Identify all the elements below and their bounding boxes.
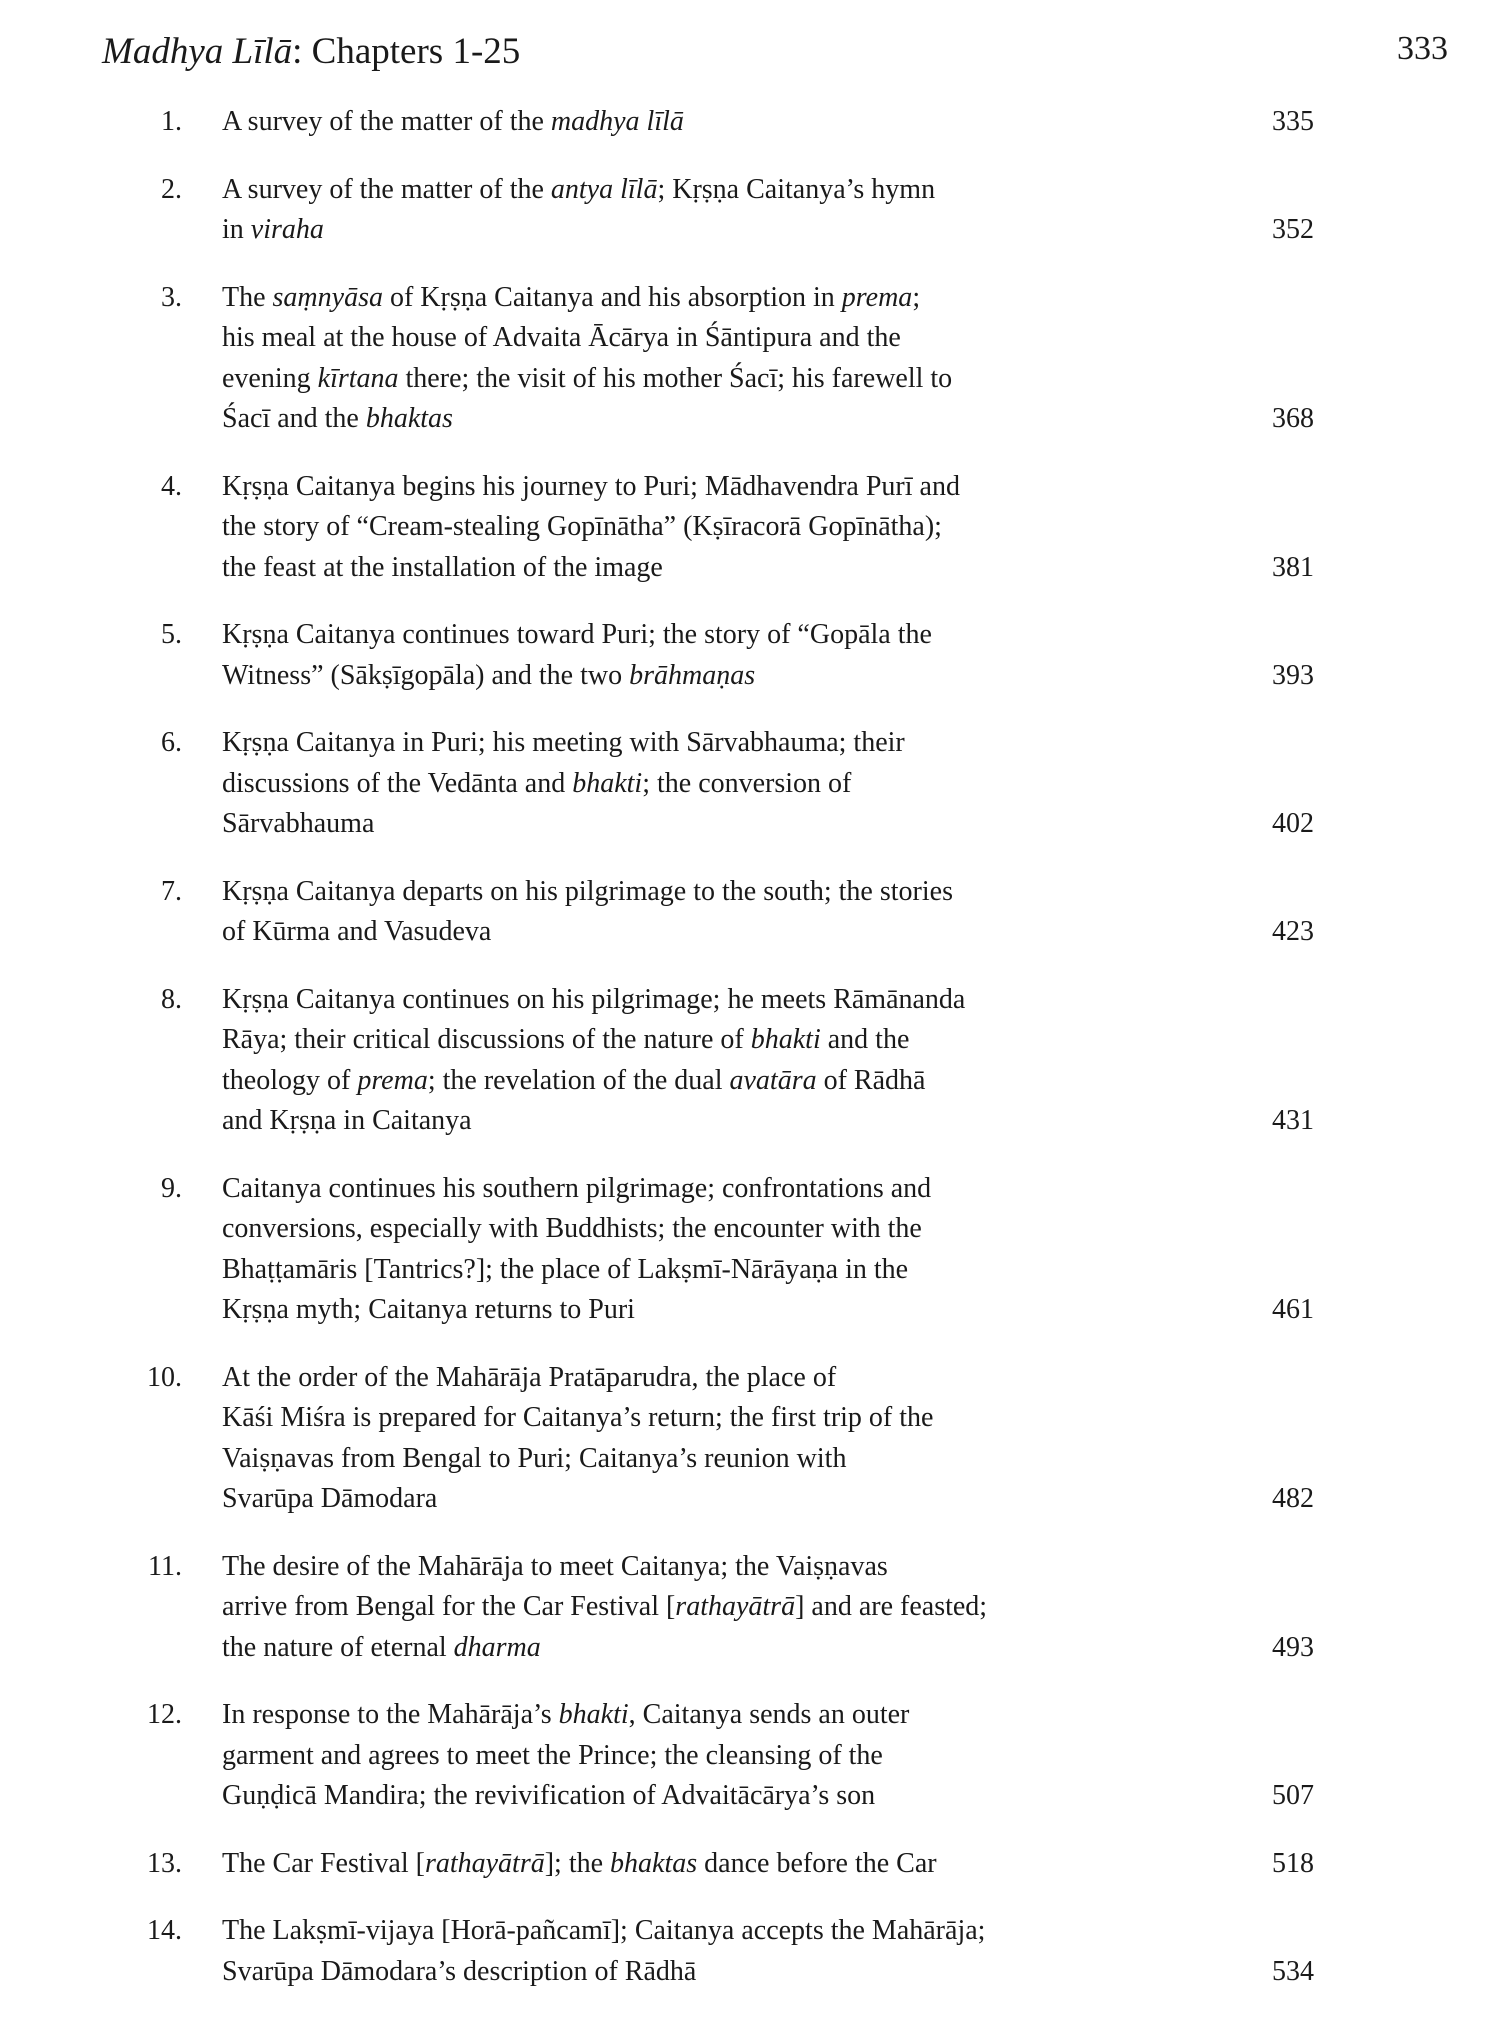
- description-line: [222, 1250, 1092, 1291]
- italic-term: bhaktas: [610, 1847, 698, 1879]
- description-line: [222, 1358, 1092, 1399]
- description-line: [222, 467, 1092, 508]
- description-line: [222, 359, 1092, 400]
- chapter-description: [222, 1911, 1092, 1992]
- italic-term: rathayātrā: [424, 1847, 545, 1879]
- description-line: [222, 102, 1092, 143]
- chapter-number: 10.: [147, 1361, 182, 1393]
- italic-term: bhakti: [750, 1024, 821, 1055]
- text-run: ] and are feasted;: [795, 1591, 988, 1622]
- description-line: [222, 723, 1092, 764]
- chapter-page-number: 482: [1272, 1483, 1314, 1514]
- text-run: Kṛṣṇa Caitanya in Puri; his meeting with Sārvabhauma; their: [222, 727, 905, 758]
- text-run: conversions, especially with Buddhists; the encounter with the: [222, 1213, 922, 1244]
- text-run: Kṛṣṇa Caitanya departs on his pilgrimage to the south; the stories: [222, 875, 953, 907]
- toc-entry: [0, 1547, 1500, 1669]
- text-run: In response to the Mahārāja’s: [222, 1699, 559, 1730]
- chapter-page-number: 493: [1272, 1631, 1314, 1663]
- text-run: his meal at the house of Advaita Ācārya in Śāntipura and the: [222, 322, 901, 353]
- text-run: Vaiṣṇavas from Bengal to Puri; Caitanya’s reunion with: [222, 1442, 847, 1474]
- italic-term: antya līlā: [550, 173, 658, 205]
- italic-term: prema: [357, 1064, 428, 1096]
- text-run: of Kūrma and Vasudeva: [222, 916, 492, 947]
- text-run: of Rādhā: [816, 1064, 926, 1096]
- chapter-description: [222, 723, 1092, 845]
- description-line: [222, 1695, 1092, 1736]
- chapter-number: 1.: [161, 106, 182, 137]
- toc-entry: [0, 102, 1500, 143]
- description-line: [222, 1628, 1092, 1669]
- chapter-description: [222, 1844, 1092, 1885]
- description-line: [222, 170, 1092, 211]
- text-run: The Car Festival [: [222, 1847, 425, 1879]
- italic-term: prema: [841, 281, 913, 313]
- text-run: Caitanya continues his southern pilgrimage; confrontations and: [222, 1172, 932, 1204]
- italic-term: bhakti: [572, 767, 643, 799]
- description-line: [222, 1398, 1092, 1439]
- description-line: [222, 1101, 1092, 1142]
- text-run: Rāya; their critical discussions of the nature of: [222, 1024, 751, 1055]
- description-line: [222, 1911, 1092, 1952]
- description-line: [222, 1020, 1092, 1061]
- description-line: [222, 1439, 1092, 1480]
- chapter-number: 4.: [161, 470, 182, 502]
- section-title-italic: Madhya Līlā: [102, 31, 293, 72]
- toc-entry: [0, 1911, 1500, 1992]
- page-number: 333: [1397, 30, 1448, 67]
- italic-term: avatāra: [729, 1064, 817, 1096]
- text-run: and Kṛṣṇa in Caitanya: [222, 1105, 472, 1136]
- toc-entry: [0, 723, 1500, 845]
- chapter-page-number: 534: [1272, 1955, 1314, 1987]
- description-line: [222, 1169, 1092, 1210]
- text-run: Witness” (Sākṣīgopāla) and the two: [222, 659, 630, 691]
- section-title: [102, 30, 520, 73]
- chapter-page-number: 393: [1272, 659, 1314, 691]
- text-run: dance before the Car: [697, 1847, 937, 1879]
- chapter-page-number: 368: [1272, 403, 1314, 434]
- text-run: evening: [222, 362, 318, 394]
- text-run: Svarūpa Dāmodara: [222, 1483, 438, 1514]
- text-run: ; the conversion of: [642, 767, 852, 799]
- toc-entry: [0, 1358, 1500, 1520]
- text-run: theology of: [222, 1064, 358, 1096]
- text-run: discussions of the Vedānta and: [222, 767, 573, 799]
- toc-entry: [0, 1844, 1500, 1885]
- text-run: Śacī and the: [222, 403, 366, 434]
- text-run: The desire of the Mahārāja to meet Caitanya; the Vaiṣṇavas: [222, 1550, 888, 1582]
- text-run: Sārvabhauma: [222, 808, 375, 839]
- description-line: [222, 804, 1092, 845]
- chapter-number: 2.: [161, 173, 182, 205]
- chapter-description: [222, 1358, 1092, 1520]
- text-run: Kṛṣṇa Caitanya continues on his pilgrimage; he meets Rāmānanda: [222, 983, 966, 1015]
- chapter-number: 3.: [161, 281, 182, 313]
- chapter-page-number: 381: [1272, 551, 1314, 583]
- chapter-number: 11.: [148, 1550, 182, 1582]
- description-line: [222, 615, 1092, 656]
- italic-term: brāhmaṇas: [629, 659, 756, 691]
- description-line: [222, 399, 1092, 440]
- chapter-page-number: 423: [1272, 916, 1314, 947]
- description-line: [222, 507, 1092, 548]
- chapter-description: [222, 467, 1092, 589]
- text-run: A survey of the matter of the: [222, 173, 551, 205]
- chapter-description: [222, 1547, 1092, 1669]
- text-run: in: [222, 214, 251, 245]
- description-line: [222, 278, 1092, 319]
- description-line: [222, 1547, 1092, 1588]
- text-run: Kṛṣṇa myth; Caitanya returns to Puri: [222, 1294, 635, 1325]
- italic-term: rathayātrā: [675, 1591, 796, 1622]
- chapter-number: 7.: [161, 875, 182, 907]
- chapter-description: [222, 102, 1092, 143]
- section-title-rest: : Chapters 1-25: [292, 31, 521, 72]
- text-run: arrive from Bengal for the Car Festival [: [222, 1591, 676, 1622]
- text-run: ; Kṛṣṇa Caitanya’s hymn: [657, 173, 936, 205]
- italic-term: saṃnyāsa: [272, 281, 383, 313]
- text-run: At the order of the Mahārāja Pratāparudra, the place of: [222, 1361, 837, 1393]
- description-line: [222, 656, 1092, 697]
- text-run: Kṛṣṇa Caitanya continues toward Puri; the story of “Gopāla the: [222, 619, 932, 650]
- chapter-number: 12.: [147, 1699, 182, 1730]
- chapter-number: 9.: [161, 1172, 182, 1204]
- text-run: Kṛṣṇa Caitanya begins his journey to Puri; Mādhavendra Purī and: [222, 470, 960, 502]
- text-run: the story of “Cream-stealing Gopīnātha” (Kṣīracorā Gopīnātha);: [222, 511, 942, 542]
- description-line: [222, 980, 1092, 1021]
- chapter-description: [222, 980, 1092, 1142]
- chapter-page-number: 507: [1272, 1780, 1314, 1811]
- description-line: [222, 1844, 1092, 1885]
- description-line: [222, 1776, 1092, 1817]
- text-run: , Caitanya sends an outer: [628, 1699, 910, 1730]
- toc-entry: [0, 872, 1500, 953]
- text-run: the nature of eternal: [222, 1631, 454, 1663]
- description-line: [222, 912, 1092, 953]
- description-line: [222, 1290, 1092, 1331]
- italic-term: viraha: [250, 214, 324, 245]
- text-run: ;: [912, 281, 921, 313]
- chapter-page-number: 461: [1272, 1294, 1314, 1325]
- description-line: [222, 1209, 1092, 1250]
- text-run: Bhaṭṭamāris [Tantrics?]; the place of Lakṣmī-Nārāyaṇa in the: [222, 1253, 909, 1285]
- chapter-description: [222, 170, 1092, 251]
- text-run: The: [222, 281, 273, 313]
- chapter-page-number: 335: [1272, 106, 1314, 137]
- toc-entry: [0, 1169, 1500, 1331]
- text-run: of Kṛṣṇa Caitanya and his absorption in: [382, 281, 842, 313]
- chapter-page-number: 402: [1272, 808, 1314, 839]
- text-run: Guṇḍicā Mandira; the revivification of Advaitācārya’s son: [222, 1780, 876, 1811]
- description-line: [222, 1736, 1092, 1777]
- text-run: the feast at the installation of the image: [222, 551, 663, 583]
- description-line: [222, 1061, 1092, 1102]
- description-line: [222, 872, 1092, 913]
- chapter-page-number: 518: [1272, 1847, 1314, 1879]
- italic-term: kīrtana: [317, 362, 399, 394]
- chapter-description: [222, 615, 1092, 696]
- description-line: [222, 1587, 1092, 1628]
- text-run: Svarūpa Dāmodara’s description of Rādhā: [222, 1955, 697, 1987]
- italic-term: dharma: [453, 1631, 541, 1663]
- chapter-description: [222, 278, 1092, 440]
- chapter-number: 13.: [147, 1847, 182, 1879]
- toc-entry: [0, 170, 1500, 251]
- table-of-contents: [0, 102, 1500, 2019]
- description-line: [222, 548, 1092, 589]
- text-run: Kāśi Miśra is prepared for Caitanya’s return; the first trip of the: [222, 1402, 934, 1433]
- description-line: [222, 210, 1092, 251]
- toc-entry: [0, 615, 1500, 696]
- toc-entry: [0, 467, 1500, 589]
- text-run: garment and agrees to meet the Prince; the cleansing of the: [222, 1739, 883, 1771]
- description-line: [222, 764, 1092, 805]
- italic-term: bhaktas: [365, 403, 453, 434]
- text-run: there; the visit of his mother Śacī; his farewell to: [398, 362, 953, 394]
- text-run: ]; the: [544, 1847, 611, 1879]
- chapter-number: 8.: [161, 983, 182, 1015]
- running-header: [102, 30, 1448, 90]
- chapter-number: 14.: [147, 1915, 182, 1946]
- italic-term: bhakti: [558, 1699, 629, 1730]
- chapter-page-number: 431: [1272, 1105, 1314, 1136]
- toc-entry: [0, 1695, 1500, 1817]
- chapter-description: [222, 1695, 1092, 1817]
- chapter-description: [222, 1169, 1092, 1331]
- chapter-description: [222, 872, 1092, 953]
- chapter-page-number: 352: [1272, 214, 1314, 245]
- italic-term: madhya līlā: [550, 106, 684, 137]
- text-run: The Lakṣmī-vijaya [Horā-pañcamī]; Caitanya accepts the Mahārāja;: [222, 1915, 986, 1946]
- description-line: [222, 1952, 1092, 1993]
- chapter-number: 5.: [161, 619, 182, 650]
- description-line: [222, 318, 1092, 359]
- text-run: A survey of the matter of the: [222, 106, 551, 137]
- description-line: [222, 1479, 1092, 1520]
- text-run: ; the revelation of the dual: [427, 1064, 730, 1096]
- toc-entry: [0, 278, 1500, 440]
- chapter-number: 6.: [161, 727, 182, 758]
- text-run: and the: [820, 1024, 910, 1055]
- toc-entry: [0, 980, 1500, 1142]
